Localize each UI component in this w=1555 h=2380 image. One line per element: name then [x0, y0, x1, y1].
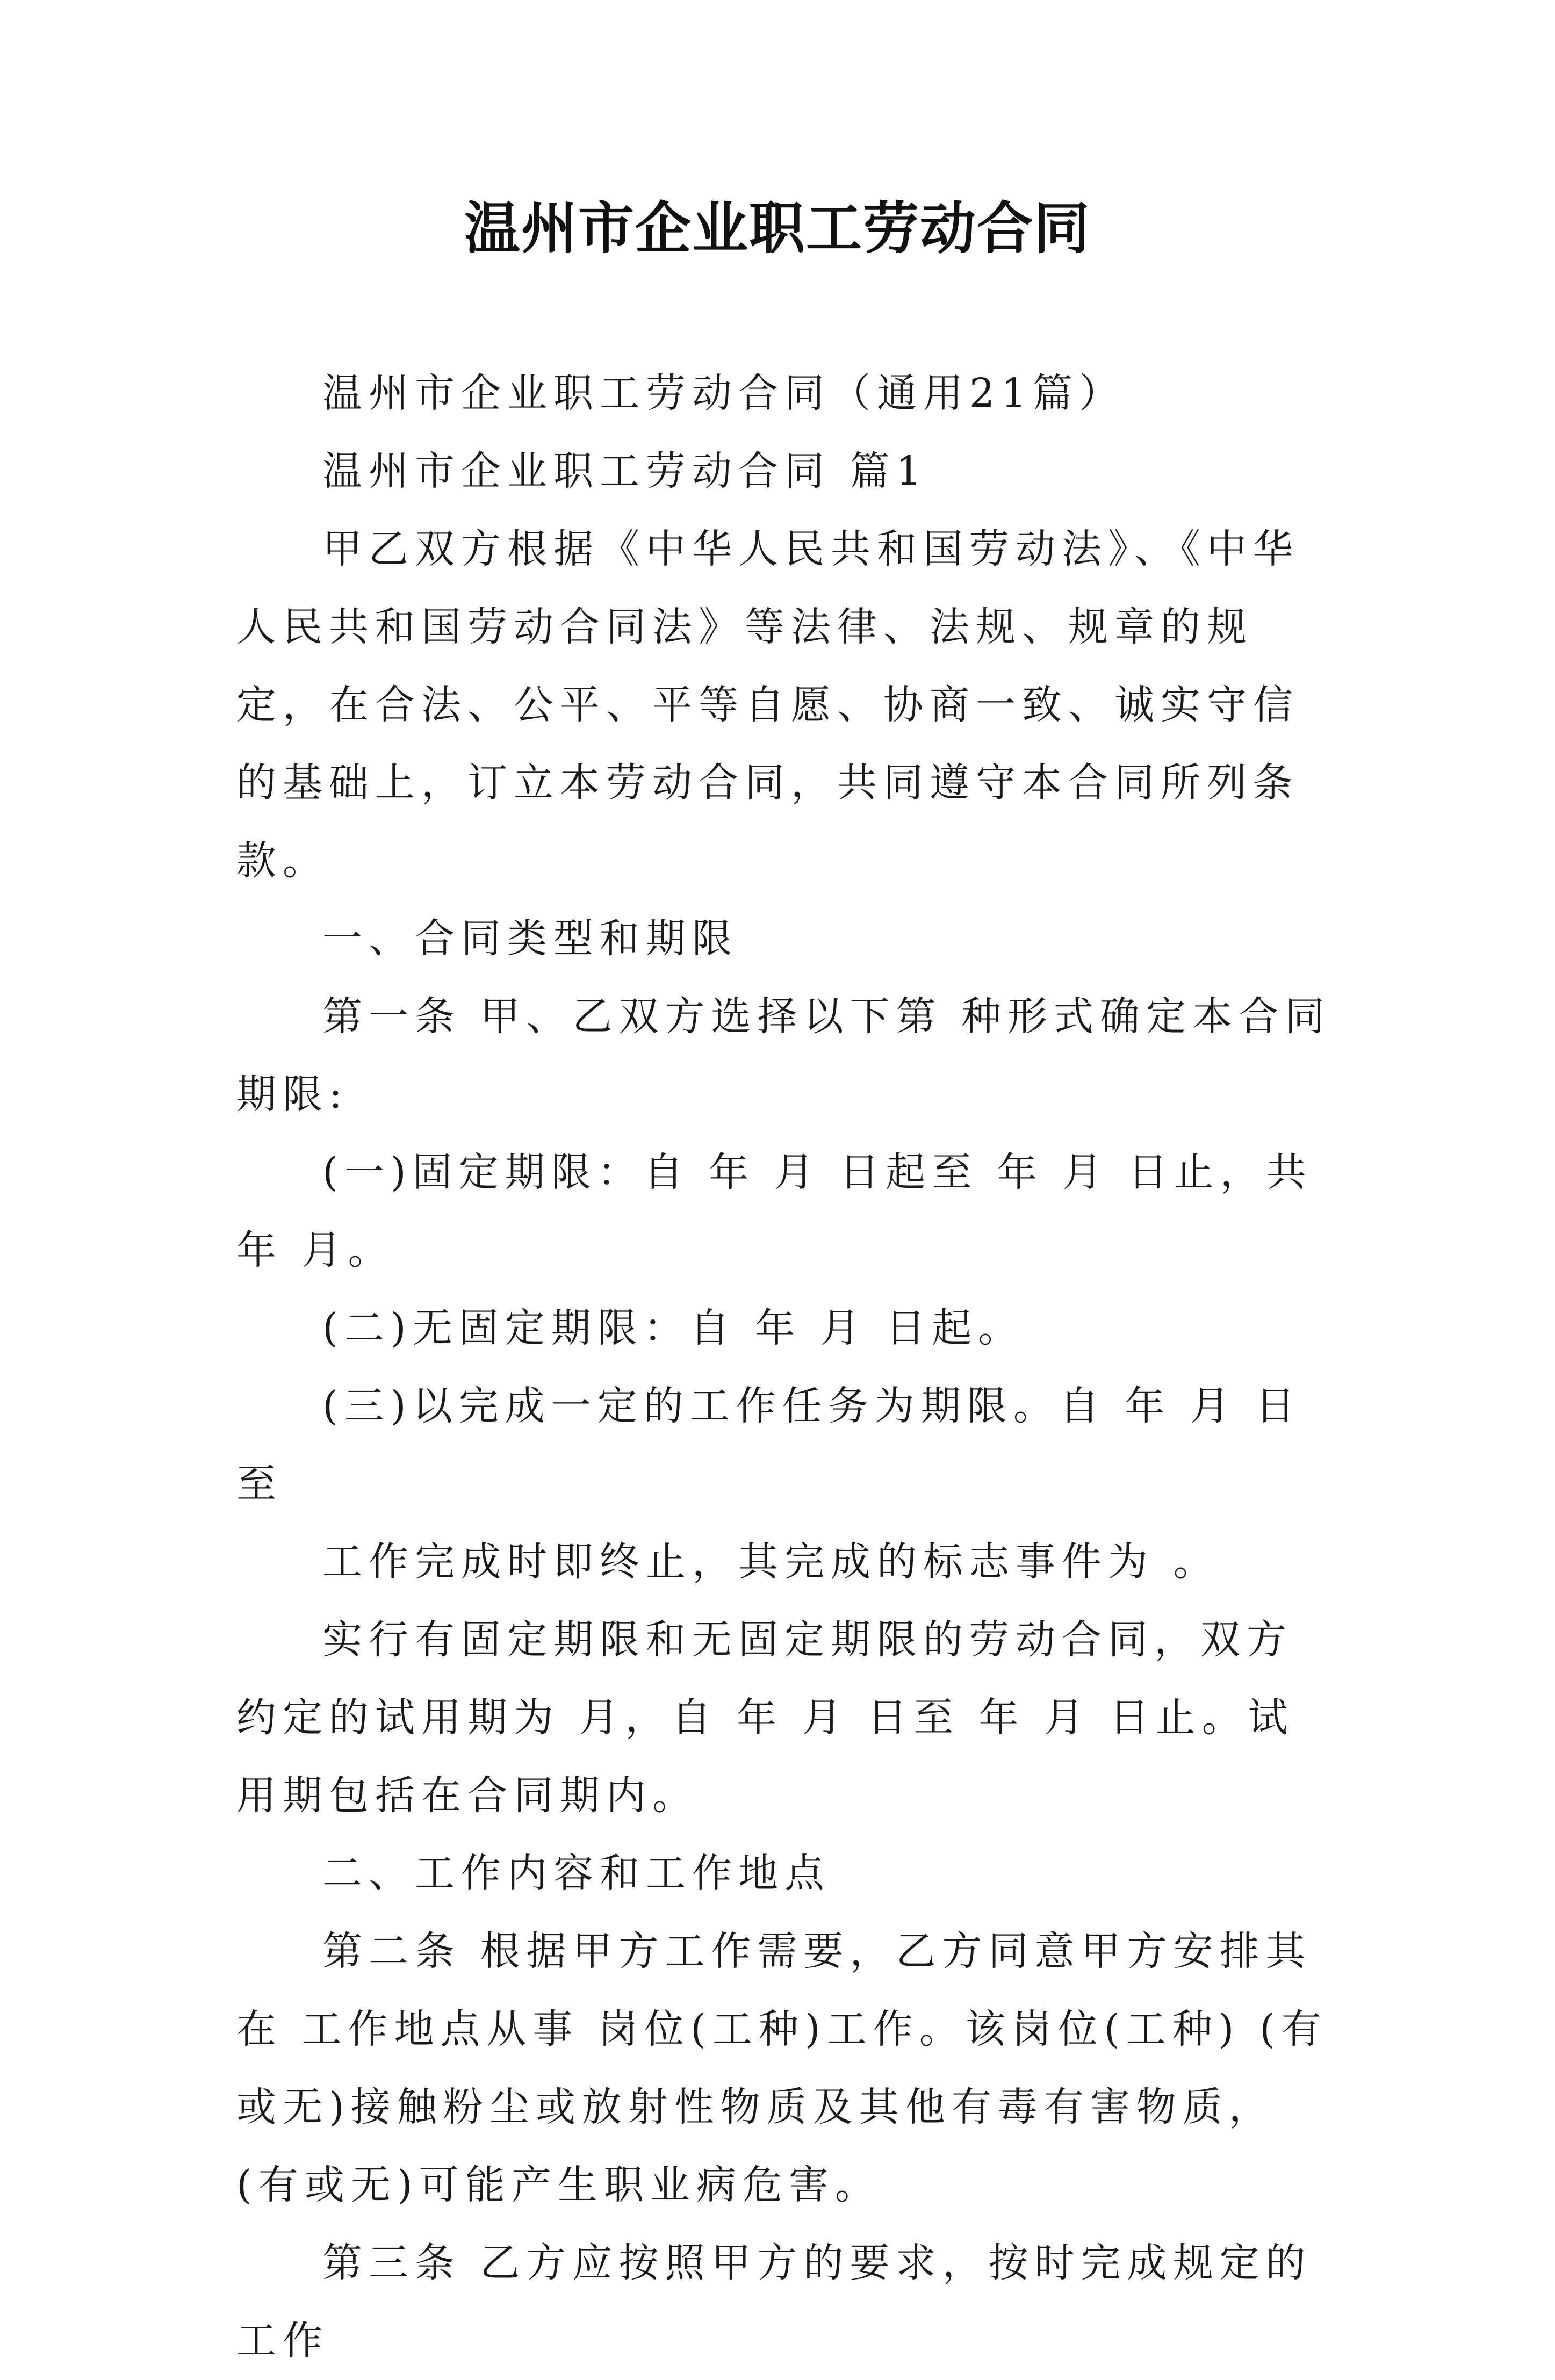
body-paragraph: 工作完成时即终止，其完成的标志事件为 。 — [322, 1539, 1220, 1585]
body-paragraph: 甲乙双方根据《中华人民共和国劳动法》、《中华人民共和国劳动合同法》等法律、法规、规章的规定，在合法、公平、平等自愿、协商一致、诚实守信的基础上，订立本劳动合同，共同遵守本合同所列条款。 — [236, 526, 1299, 884]
document-title: 温州市企业职工劳动合同 — [464, 195, 1091, 261]
body-paragraph: 实行有固定期限和无固定期限的劳动合同，双方约定的试用期为 月，自 年 月 日至 年 月 日止。试用期包括在合同期内。 — [236, 1617, 1294, 1819]
body-paragraph: (三)以完成一定的工作任务为期限。自 年 月 日至 — [236, 1383, 1302, 1507]
document-body — [236, 355, 1333, 2380]
subtitle-paragraph: 温州市企业职工劳动合同（通用21篇） — [322, 370, 1126, 416]
section-heading: 温州市企业职工劳动合同 篇1 — [322, 448, 928, 494]
body-paragraph: (一)固定期限：自 年 月 日起至 年 月 日止，共 年 月。 — [236, 1149, 1313, 1273]
section-heading: 二、工作内容和工作地点 — [322, 1850, 831, 1896]
body-paragraph: (二)无固定期限：自 年 月 日起。 — [322, 1305, 1025, 1351]
body-paragraph: 第二条 根据甲方工作需要，乙方同意甲方安排其在 工作地点从事 岗位(工种)工作。该岗位(工种) (有或无)接触粉尘或放射性物质及其他有毒有害物质， (有或无)可能产生职业病危害。 — [236, 1928, 1328, 2208]
body-paragraph: 第三条 乙方应按照甲方的要求，按时完成规定的工作 — [236, 2240, 1312, 2364]
section-heading: 一、合同类型和期限 — [322, 915, 738, 962]
body-paragraph: 第一条 甲、乙双方选择以下第 种形式确定本合同期限: — [236, 993, 1331, 1117]
